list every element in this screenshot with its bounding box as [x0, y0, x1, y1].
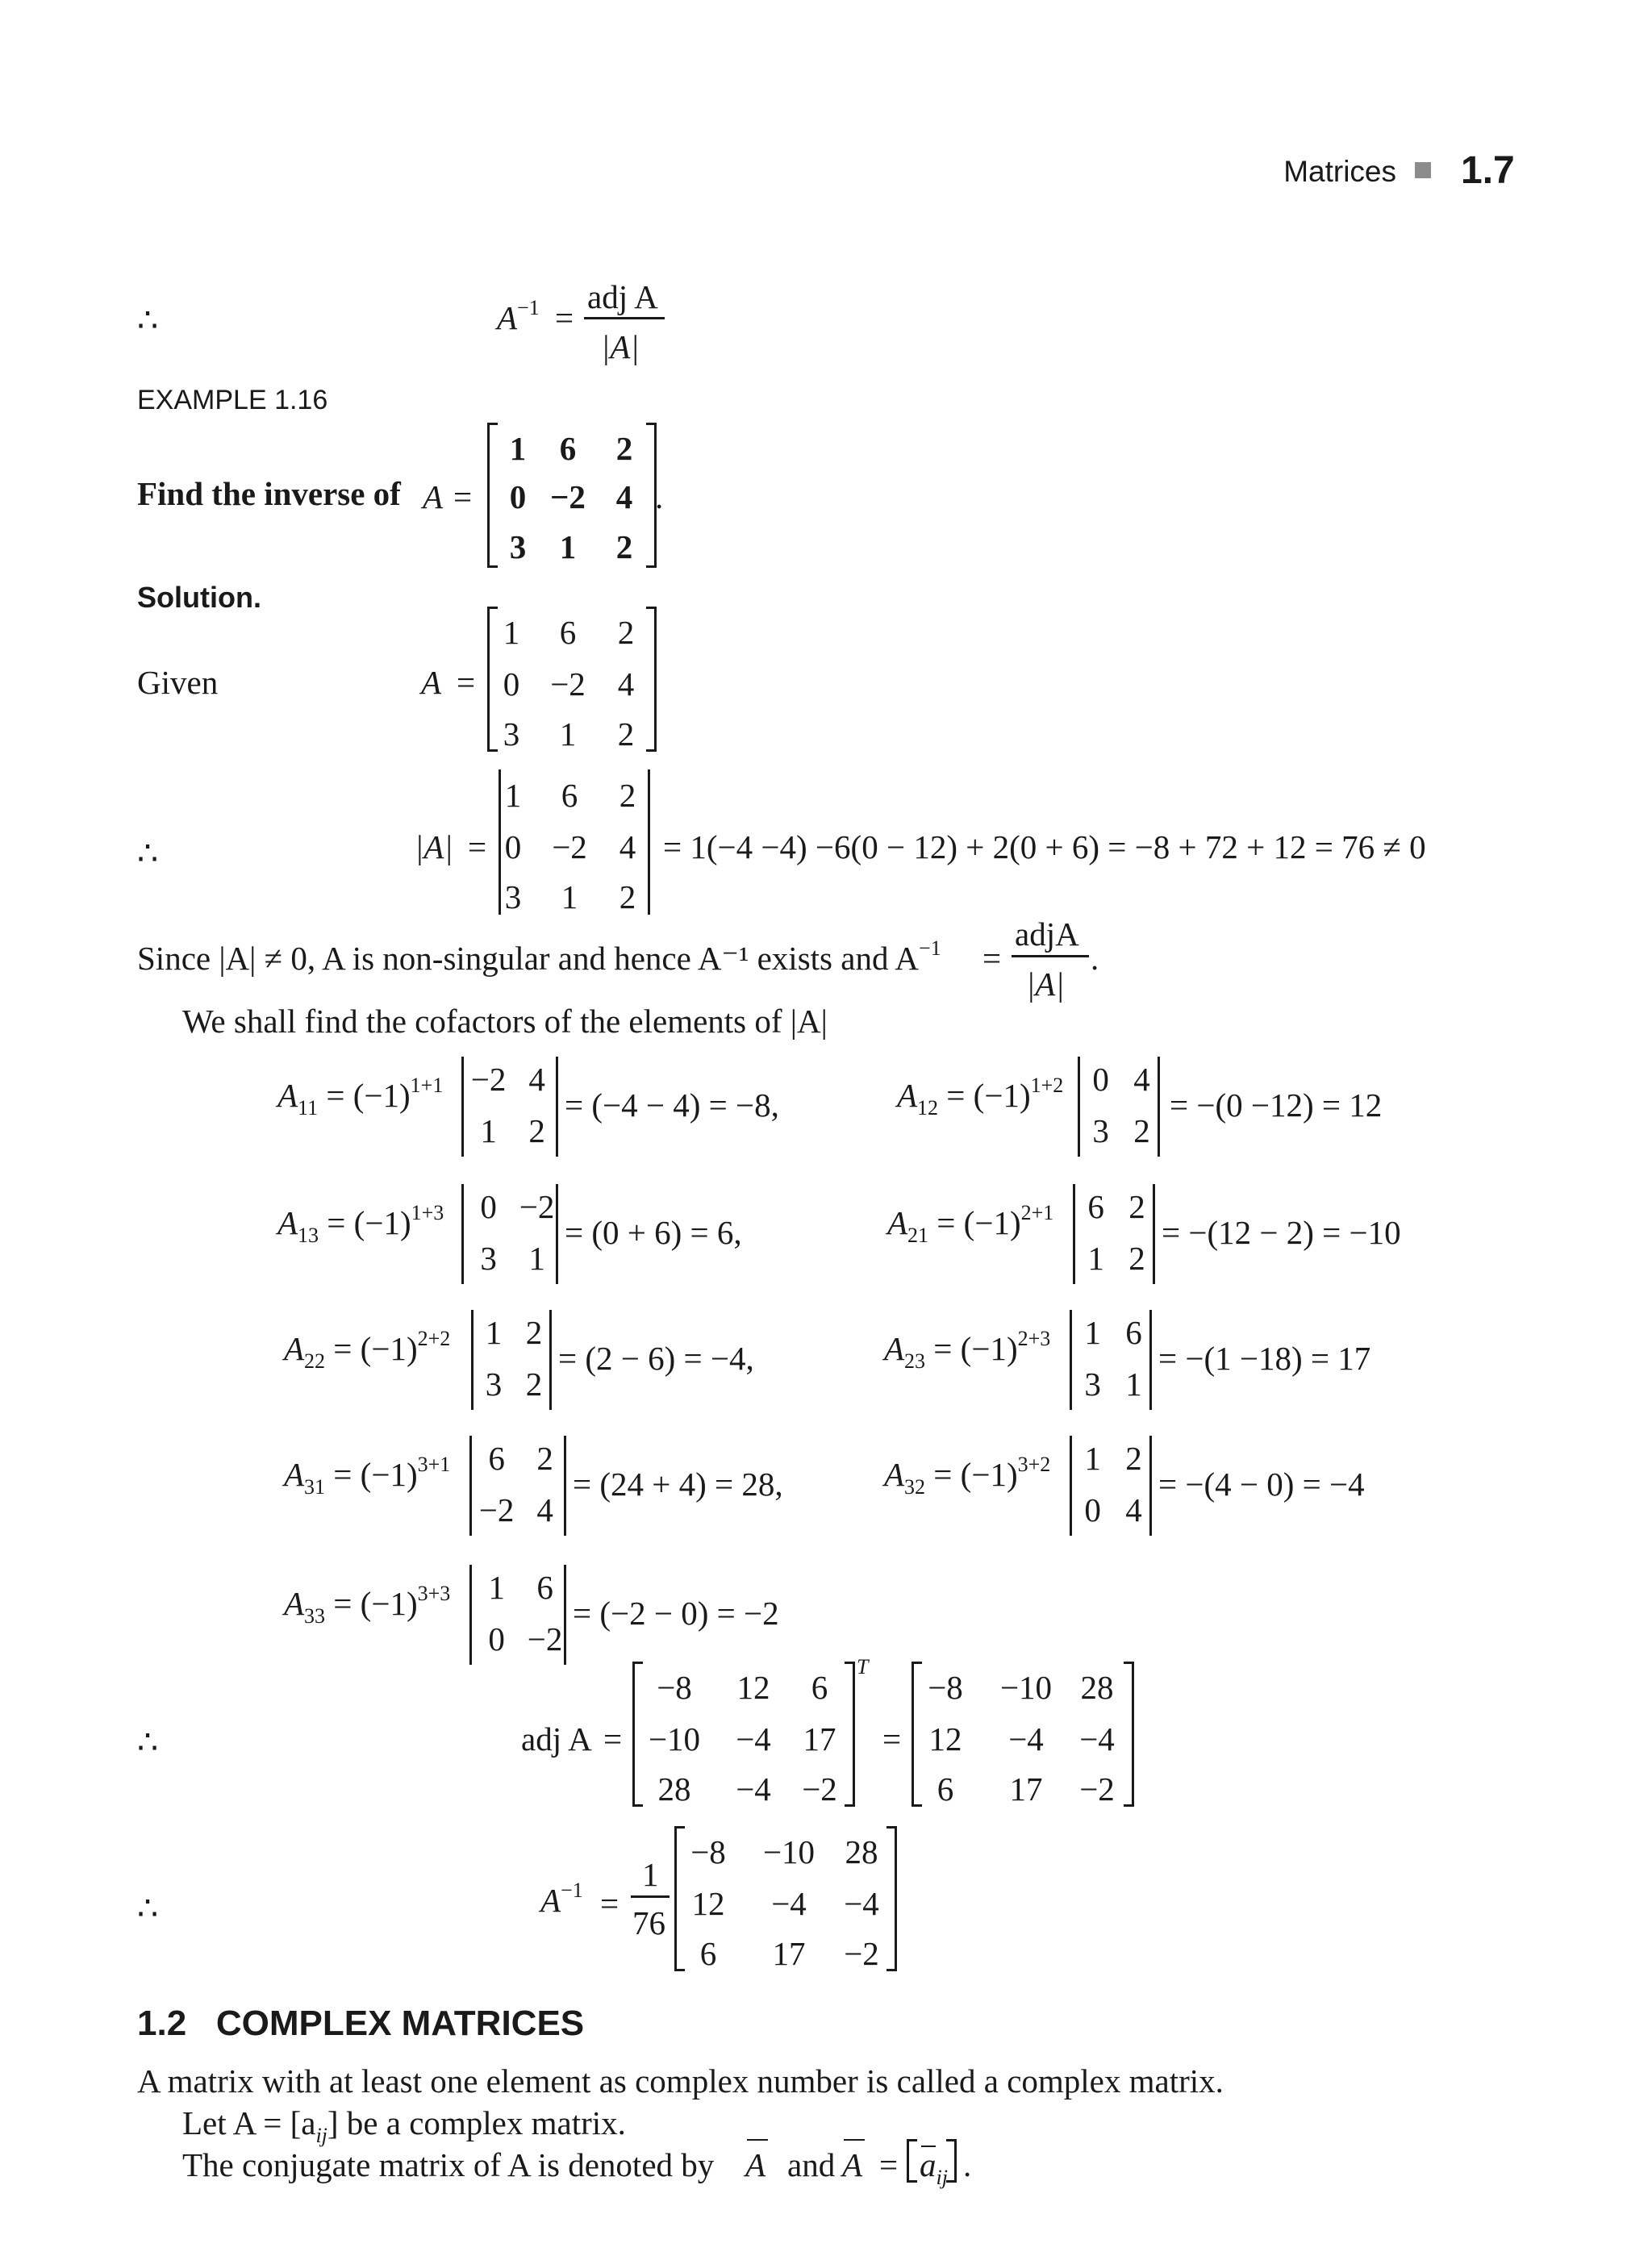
matrix-cell: 0: [480, 1188, 497, 1225]
inverse-lhs: [497, 296, 540, 336]
matrix-cell: 6: [1125, 1314, 1142, 1351]
matrix-cell: −8: [928, 1669, 963, 1706]
matrix-cell: 6: [559, 430, 577, 467]
matrix-cell: 1: [1087, 1240, 1104, 1277]
matrix-cell: 1: [1125, 1366, 1142, 1403]
matrix-cell: 0: [1084, 1491, 1101, 1528]
cofactor-index: 31: [304, 1475, 326, 1499]
cofactor-sign: = (−1): [325, 1330, 418, 1367]
cofactor-result: = (2 − 6) = −4,: [558, 1340, 754, 1377]
matrix-cell: 4: [1125, 1491, 1142, 1528]
cofactor-sign: = (−1): [925, 1330, 1018, 1367]
matrix-cell: 0: [1092, 1061, 1109, 1098]
example-period: .: [655, 478, 664, 515]
para2-sub: ij: [315, 2124, 327, 2147]
cofactor-sign: = (−1): [325, 1456, 418, 1493]
inv-therefore-symbol: ∴: [137, 1890, 159, 1927]
example-matrix: [487, 423, 657, 568]
cofactor-lhs: [897, 1074, 1064, 1120]
cofactor-lhs: [884, 1453, 1051, 1499]
cofactor-sign: = (−1): [925, 1456, 1018, 1493]
since-denominator: |A|: [1026, 965, 1065, 1003]
cofactor-minor: [461, 1057, 558, 1157]
matrix-cell: 4: [615, 478, 633, 515]
cofactor-power: 2+3: [1017, 1327, 1051, 1350]
matrix-cell: 12: [928, 1720, 962, 1758]
cofactor-power: 1+3: [411, 1201, 444, 1224]
inv-numerator: 1: [642, 1856, 659, 1893]
cofactor-power: 2+1: [1020, 1201, 1054, 1224]
matrix-cell: 6: [536, 1569, 553, 1606]
matrix-cell: 3: [480, 1240, 497, 1277]
adj-equals: =: [603, 1720, 623, 1758]
matrix-cell: 17: [803, 1720, 836, 1758]
since-text: [137, 936, 941, 977]
matrix-cell: 2: [525, 1366, 543, 1403]
matrix-cell: 1: [561, 878, 578, 915]
cofactor-lhs: [284, 1582, 451, 1628]
matrix-cell: −2: [478, 1491, 515, 1528]
matrix-cell: 2: [528, 1112, 545, 1149]
cofactor-lhs: [884, 1327, 1051, 1373]
cofactor-var: A: [884, 1330, 905, 1367]
matrix-cell: 6: [937, 1770, 954, 1808]
cofactor-var: A: [887, 1204, 908, 1241]
cofactor-index: 11: [298, 1096, 319, 1120]
header-square-icon: [1415, 162, 1431, 178]
matrix-cell: −2: [470, 1061, 507, 1098]
inv-denominator: 76: [632, 1904, 665, 1941]
matrix-cell: −2: [527, 1620, 563, 1658]
conjugate-var-2: A: [842, 2146, 863, 2183]
adj-therefore-symbol: ∴: [137, 1724, 159, 1761]
matrix-cell: 1: [528, 1240, 545, 1277]
cofactor-sign: = (−1): [928, 1204, 1021, 1241]
cofactor-index: 33: [304, 1604, 326, 1628]
matrix-cell: 2: [1128, 1240, 1145, 1277]
cofactor-minor: [1078, 1057, 1160, 1157]
matrix-cell: 6: [1087, 1188, 1104, 1225]
transpose-symbol: T: [857, 1655, 869, 1678]
cofactor-result: = (0 + 6) = 6,: [565, 1214, 742, 1251]
cofactor-sign: = (−1): [938, 1077, 1031, 1114]
matrix-cell: 1: [1084, 1314, 1101, 1351]
cofactor-var: A: [277, 1204, 298, 1241]
matrix-cell: 1: [485, 1314, 503, 1351]
matrix-cell: 4: [536, 1491, 553, 1528]
cofactor-result: = (−2 − 0) = −2: [573, 1595, 779, 1632]
matrix-cell: −2: [550, 478, 586, 515]
since-period: .: [1091, 940, 1099, 977]
matrix-cell: 3: [485, 1366, 503, 1403]
cofactor-minor: [469, 1565, 566, 1665]
cofactor-index: 12: [917, 1096, 939, 1120]
example-question: Find the inverse of: [137, 475, 401, 512]
para3-equals: =: [879, 2146, 899, 2183]
since-equals: =: [982, 940, 1002, 977]
inverse-matrix: [674, 1826, 897, 1971]
matrix-cell: 28: [1080, 1669, 1114, 1706]
matrix-cell: 3: [1092, 1112, 1109, 1149]
fraction-line: [584, 317, 665, 319]
inv-lhs: [540, 1879, 583, 1919]
example-equals: =: [453, 478, 473, 515]
fraction-numerator: adj A: [587, 278, 658, 315]
matrix-cell: −4: [736, 1770, 771, 1808]
matrix-cell: 1: [559, 715, 577, 753]
matrix-cell: 1: [504, 777, 522, 814]
matrix-cell: −2: [550, 665, 586, 703]
cofactor-lhs: [277, 1074, 444, 1120]
matrix-cell: −10: [999, 1669, 1053, 1706]
matrix-cell: −4: [1079, 1720, 1115, 1758]
inv-equals: =: [600, 1885, 620, 1922]
matrix-cell: 2: [619, 878, 636, 915]
matrix-cell: −2: [802, 1770, 837, 1808]
matrix-cell: 0: [509, 478, 527, 515]
example-label: EXAMPLE 1.16: [137, 385, 328, 415]
det-expansion: = 1(−4 −4) −6(0 − 12) + 2(0 + 6) = −8 + 72 + 12 = 76 ≠ 0: [663, 828, 1426, 865]
inv-lhs-sup: −1: [561, 1879, 583, 1902]
matrix-cell: −4: [1008, 1720, 1044, 1758]
cofactor-minor: [1070, 1310, 1152, 1410]
matrix-cell: 2: [525, 1314, 543, 1351]
cofactor-result: = −(1 −18) = 17: [1158, 1340, 1371, 1377]
matrix-cell: 6: [699, 1935, 717, 1972]
given-text: Given: [137, 664, 219, 701]
bracket-left: [907, 2139, 917, 2183]
matrix-cell: 2: [1133, 1112, 1150, 1149]
cofactor-sign: = (−1): [325, 1585, 418, 1622]
page-number: 1.7: [1461, 149, 1515, 192]
matrix-cell: −4: [736, 1720, 771, 1758]
det-equals: =: [468, 828, 487, 865]
cofactor-result: = (−4 − 4) = −8,: [565, 1086, 779, 1124]
cofactor-var: A: [284, 1585, 305, 1622]
para3-period: .: [963, 2146, 972, 2183]
cofactor-lhs: [887, 1201, 1054, 1247]
matrix-cell: 2: [617, 614, 635, 651]
para2-a: Let A = [a: [182, 2104, 316, 2141]
matrix-cell: −8: [690, 1833, 726, 1870]
matrix-cell: 1: [559, 528, 577, 565]
cofactor-power: 3+3: [417, 1582, 451, 1605]
determinant-matrix: [499, 769, 650, 915]
matrix-cell: 2: [1125, 1440, 1142, 1477]
cofactor-power: 1+1: [410, 1074, 444, 1097]
since-numerator: adjA: [1015, 915, 1079, 953]
since-sentence: Since |A| ≠ 0, A is non-singular and hence A⁻¹ exists and A: [137, 940, 920, 977]
cofactor-var: A: [897, 1077, 918, 1114]
inv-lhs-var: A: [540, 1882, 561, 1919]
para3-and: and: [787, 2146, 836, 2183]
cofactor-var: A: [277, 1077, 298, 1114]
cofactor-power: 3+1: [417, 1453, 451, 1476]
conjugate-element: [920, 2146, 948, 2189]
cofactor-result: = −(0 −12) = 12: [1170, 1086, 1383, 1124]
matrix-cell: 1: [480, 1112, 497, 1149]
section-paragraph-1: A matrix with at least one element as complex number is called a complex matrix.: [137, 2062, 1224, 2100]
conjugate-element-bracket: [907, 2139, 957, 2189]
matrix-cell: 3: [503, 715, 520, 753]
matrix-cell: 3: [504, 878, 522, 915]
cofactor-minor: [1070, 1436, 1152, 1536]
running-header-title: Matrices: [1283, 155, 1396, 188]
matrix-cell: −2: [552, 828, 587, 865]
conjugate-element-var: a: [920, 2146, 937, 2183]
matrix-cell: 3: [1084, 1366, 1101, 1403]
matrix-cell: 4: [617, 665, 635, 703]
section-heading: 1.2 COMPLEX MATRICES: [137, 2004, 585, 2043]
matrix-cell: 2: [617, 715, 635, 753]
matrix-cell: 17: [772, 1935, 806, 1972]
conjugate-var: A: [745, 2146, 766, 2183]
matrix-cell: 1: [488, 1569, 505, 1606]
matrix-cell: −2: [844, 1935, 879, 1972]
matrix-cell: 28: [657, 1770, 691, 1808]
matrix-cell: 2: [615, 430, 633, 467]
adj-equals-2: =: [882, 1720, 902, 1758]
matrix-cell: 0: [503, 665, 520, 703]
cofactor-index: 23: [904, 1349, 926, 1373]
matrix-cell: −2: [1079, 1770, 1115, 1808]
example-var: A: [423, 478, 444, 515]
matrix-cell: 1: [509, 430, 527, 467]
matrix-cell: 2: [619, 777, 636, 814]
matrix-cell: −2: [519, 1188, 555, 1225]
cofactor-power: 1+2: [1030, 1074, 1064, 1097]
cofactor-result: = −(4 − 0) = −4: [1158, 1466, 1365, 1503]
cofactor-index: 22: [304, 1349, 326, 1373]
cofactor-lhs: [284, 1327, 451, 1373]
cofactor-index: 32: [904, 1475, 926, 1499]
matrix-cell: 12: [736, 1669, 770, 1706]
matrix-cell: 4: [1133, 1061, 1150, 1098]
section-paragraph-2: [182, 2104, 626, 2147]
equals-sign: =: [555, 299, 574, 336]
cofactor-result: = (24 + 4) = 28,: [573, 1466, 783, 1503]
section-paragraph-3: The conjugate matrix of A is denoted by: [182, 2146, 715, 2183]
matrix-cell: 2: [536, 1440, 553, 1477]
solution-label: Solution.: [137, 581, 261, 614]
since-fraction-line: [1012, 955, 1089, 957]
cofactor-intro: We shall find the cofactors of the elements of |A|: [182, 1003, 828, 1040]
matrix-cell: 12: [691, 1885, 725, 1922]
since-sup: −1: [919, 936, 941, 960]
matrix-cell: 1: [503, 614, 520, 651]
cofactor-var: A: [884, 1456, 905, 1493]
para2-b: ] be a complex matrix.: [327, 2104, 626, 2141]
matrix-cell: −10: [648, 1720, 701, 1758]
matrix-cell: 0: [504, 828, 522, 865]
cofactor-minor: [469, 1436, 566, 1536]
adjoint-matrix: [912, 1662, 1134, 1807]
matrix-cell: 6: [811, 1669, 828, 1706]
matrix-cell: 6: [559, 614, 577, 651]
cofactor-index: 21: [907, 1224, 929, 1247]
cofactor-var: A: [284, 1456, 305, 1493]
matrix-cell: 2: [1128, 1188, 1145, 1225]
det-therefore-symbol: ∴: [137, 835, 159, 872]
matrix-cell: 4: [619, 828, 636, 865]
matrix-cell: 0: [488, 1620, 505, 1658]
matrix-cell: −8: [657, 1669, 692, 1706]
matrix-cell: 1: [1084, 1440, 1101, 1477]
adj-lhs: adj A: [521, 1720, 592, 1758]
inverse-lhs-var: A: [497, 299, 518, 336]
cofactor-var: A: [284, 1330, 305, 1367]
cofactor-lhs: [284, 1453, 451, 1499]
cofactor-sign: = (−1): [318, 1077, 411, 1114]
fraction-denominator: |A|: [601, 328, 640, 365]
cofactor-minor: [1073, 1184, 1155, 1284]
cofactor-sign: = (−1): [319, 1204, 411, 1241]
matrix-cell: 2: [615, 528, 633, 565]
matrix-cell: 6: [561, 777, 578, 814]
matrix-cell: 17: [1009, 1770, 1043, 1808]
matrix-cell: −4: [844, 1885, 879, 1922]
given-equals: =: [457, 664, 476, 701]
cofactor-power: 3+2: [1017, 1453, 1051, 1476]
cofactor-power: 2+2: [417, 1327, 451, 1350]
matrix-cell: −4: [771, 1885, 807, 1922]
cofactor-result: = −(12 − 2) = −10: [1162, 1214, 1401, 1251]
conjugate-bar-2: [844, 2139, 865, 2141]
inv-fraction-line: [631, 1895, 670, 1898]
inverse-lhs-sup: −1: [517, 296, 540, 319]
matrix-cell: −10: [762, 1833, 816, 1870]
matrix-cell: 4: [528, 1061, 545, 1098]
therefore-symbol: ∴: [137, 302, 159, 339]
given-var: A: [421, 664, 442, 701]
det-lhs: |A|: [415, 828, 453, 865]
cofactor-matrix: [632, 1662, 855, 1807]
cofactor-lhs: [277, 1201, 444, 1247]
matrix-cell: 6: [488, 1440, 505, 1477]
given-matrix: [487, 607, 657, 752]
cofactor-minor: [461, 1184, 558, 1284]
cofactor-index: 13: [298, 1224, 319, 1247]
cofactor-minor: [471, 1310, 552, 1410]
matrix-cell: 28: [845, 1833, 878, 1870]
conjugate-bar: [747, 2139, 768, 2141]
conjugate-element-sub: ij: [936, 2166, 948, 2189]
matrix-cell: 3: [509, 528, 527, 565]
